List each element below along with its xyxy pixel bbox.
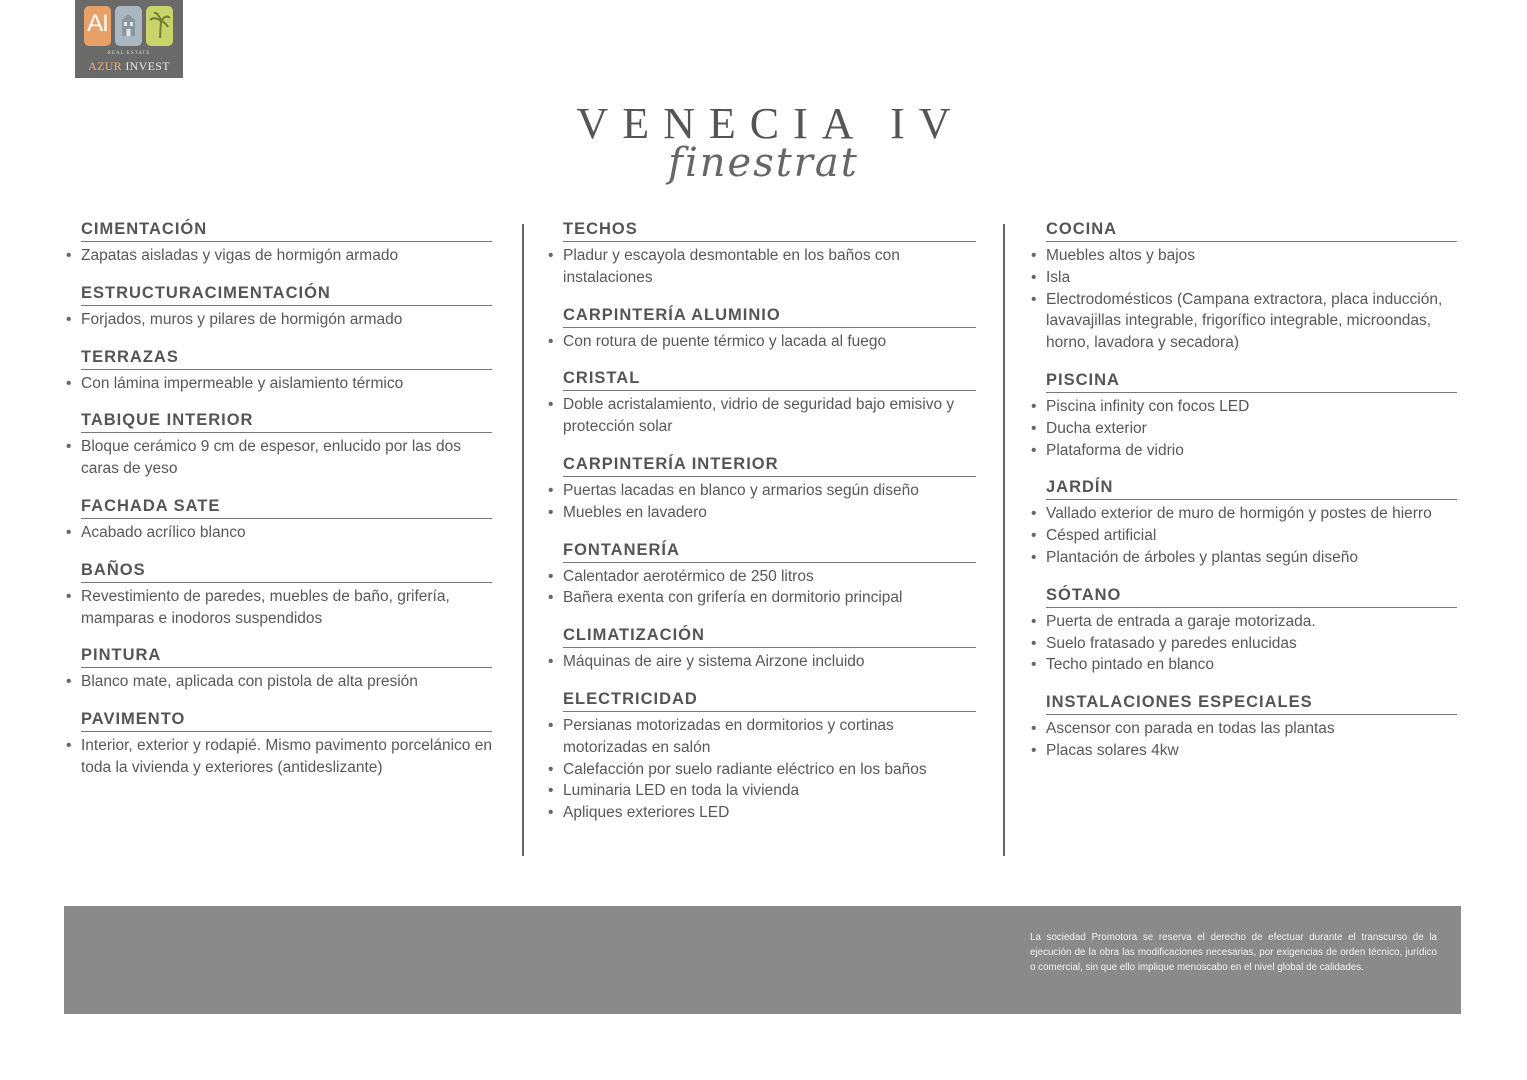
- section-item-list: [66, 309, 492, 331]
- building-icon: [115, 6, 142, 46]
- section-heading: JARDÍN: [1046, 476, 1457, 500]
- section-heading: ESTRUCTURACIMENTACIÓN: [81, 282, 492, 306]
- section-item-list: [66, 373, 492, 395]
- logo-brand-azur: AZUR: [88, 59, 123, 73]
- list-item: • Electrodomésticos (Campana extractora, placa inducción, lavavajillas integrable, frigorífico integrable, microondas, horno, lavadora y secadora): [1031, 289, 1457, 354]
- footer-bar: [64, 906, 1461, 1014]
- section-heading: FACHADA SATE: [81, 495, 492, 519]
- section-heading: FONTANERÍA: [563, 539, 976, 563]
- spec-section: [66, 644, 492, 693]
- list-item: • Bloque cerámico 9 cm de espesor, enlucido por las dos caras de yeso: [66, 436, 492, 480]
- page-subtitle: finestrat: [668, 140, 859, 186]
- logo-tagline: REAL ESTATE: [107, 51, 151, 56]
- list-item: • Con lámina impermeable y aislamiento térmico: [66, 373, 492, 395]
- spec-section: [548, 367, 976, 438]
- specs-column-1: [66, 218, 492, 794]
- section-item-list: [1031, 245, 1457, 354]
- list-item: • Acabado acrílico blanco: [66, 522, 492, 544]
- spec-section: [1031, 218, 1457, 354]
- list-item: • Calentador aerotérmico de 250 litros: [548, 566, 976, 588]
- logo-tiles: [84, 6, 174, 46]
- spec-section: [66, 708, 492, 779]
- section-item-list: [548, 651, 976, 673]
- spec-section: [66, 495, 492, 544]
- section-item-list: [548, 566, 976, 610]
- section-heading: PAVIMENTO: [81, 708, 492, 732]
- list-item: • Plataforma de vidrio: [1031, 440, 1457, 462]
- section-item-list: [548, 480, 976, 524]
- spec-section: [66, 409, 492, 480]
- section-item-list: [548, 331, 976, 353]
- list-item: • Doble acristalamiento, vidrio de seguridad bajo emisivo y protección solar: [548, 394, 976, 438]
- section-heading: ELECTRICIDAD: [563, 688, 976, 712]
- section-item-list: [66, 245, 492, 267]
- section-item-list: [66, 735, 492, 779]
- list-item: • Puerta de entrada a garaje motorizada.: [1031, 611, 1457, 633]
- spec-section: [548, 539, 976, 610]
- logo-brand-invest: INVEST: [125, 59, 170, 73]
- logo-brand: [75, 59, 183, 74]
- specs-column-3: [1031, 218, 1457, 777]
- section-item-list: [548, 715, 976, 824]
- section-heading: COCINA: [1046, 218, 1457, 242]
- spec-section: [548, 624, 976, 673]
- spec-section: [548, 688, 976, 824]
- spec-section: [548, 453, 976, 524]
- list-item: • Vallado exterior de muro de hormigón y postes de hierro: [1031, 503, 1457, 525]
- section-item-list: [66, 522, 492, 544]
- list-item: • Ascensor con parada en todas las plantas: [1031, 718, 1457, 740]
- section-heading: INSTALACIONES ESPECIALES: [1046, 691, 1457, 715]
- list-item: • Puertas lacadas en blanco y armarios según diseño: [548, 480, 976, 502]
- disclaimer-text: La sociedad Promotora se reserva el derecho de efectuar durante el transcurso de la ejecución de la obra las modificaciones necesarias, por exigencias de orden técnico, jurídico o comercial, sin que ello implique menoscabo en el nivel global de calidades.: [1030, 932, 1437, 973]
- list-item: • Bañera exenta con grifería en dormitorio principal: [548, 587, 976, 609]
- list-item: • Suelo fratasado y paredes enlucidas: [1031, 633, 1457, 655]
- list-item: • Muebles altos y bajos: [1031, 245, 1457, 267]
- spec-section: [548, 304, 976, 353]
- list-item: • Blanco mate, aplicada con pistola de alta presión: [66, 671, 492, 693]
- list-item: • Máquinas de aire y sistema Airzone incluido: [548, 651, 976, 673]
- section-heading: CARPINTERÍA INTERIOR: [563, 453, 976, 477]
- list-item: • Calefacción por suelo radiante eléctrico en los baños: [548, 759, 976, 781]
- list-item: • Revestimiento de paredes, muebles de baño, grifería, mamparas e inodoros suspendidos: [66, 586, 492, 630]
- spec-section: [1031, 691, 1457, 762]
- list-item: • Piscina infinity con focos LED: [1031, 396, 1457, 418]
- section-heading: PISCINA: [1046, 369, 1457, 393]
- list-item: • Césped artificial: [1031, 525, 1457, 547]
- section-item-list: [548, 245, 976, 289]
- section-item-list: [66, 436, 492, 480]
- logo-orange-tile: [84, 6, 111, 46]
- section-heading: TERRAZAS: [81, 346, 492, 370]
- section-item-list: [1031, 718, 1457, 762]
- section-item-list: [548, 394, 976, 438]
- list-item: • Muebles en lavadero: [548, 502, 976, 524]
- list-item: • Ducha exterior: [1031, 418, 1457, 440]
- list-item: • Placas solares 4kw: [1031, 740, 1457, 762]
- section-item-list: [66, 671, 492, 693]
- page-title: VENECIA IV: [576, 99, 965, 148]
- section-heading: CLIMATIZACIÓN: [563, 624, 976, 648]
- spec-section: [1031, 369, 1457, 461]
- list-item: • Plantación de árboles y plantas según diseño: [1031, 547, 1457, 569]
- section-heading: CRISTAL: [563, 367, 976, 391]
- list-item: • Techo pintado en blanco: [1031, 654, 1457, 676]
- list-item: • Interior, exterior y rodapié. Mismo pavimento porcelánico en toda la vivienda y exteriores (antideslizante): [66, 735, 492, 779]
- spec-section: [1031, 476, 1457, 568]
- column-divider-2: [1003, 224, 1005, 856]
- section-heading: BAÑOS: [81, 559, 492, 583]
- section-heading: TABIQUE INTERIOR: [81, 409, 492, 433]
- section-item-list: [66, 586, 492, 630]
- section-heading: CARPINTERÍA ALUMINIO: [563, 304, 976, 328]
- list-item: • Con rotura de puente térmico y lacada al fuego: [548, 331, 976, 353]
- palm-tree-icon: [146, 6, 173, 46]
- section-heading: CIMENTACIÓN: [81, 218, 492, 242]
- logo-initials: AI: [87, 10, 108, 37]
- list-item: • Zapatas aisladas y vigas de hormigón armado: [66, 245, 492, 267]
- specs-column-2: [548, 218, 976, 839]
- list-item: • Isla: [1031, 267, 1457, 289]
- list-item: • Pladur y escayola desmontable en los baños con instalaciones: [548, 245, 976, 289]
- company-logo: [75, 0, 183, 78]
- spec-section: [66, 218, 492, 267]
- list-item: • Persianas motorizadas en dormitorios y cortinas motorizadas en salón: [548, 715, 976, 759]
- section-item-list: [1031, 503, 1457, 568]
- spec-section: [548, 218, 976, 289]
- section-item-list: [1031, 396, 1457, 461]
- list-item: • Forjados, muros y pilares de hormigón armado: [66, 309, 492, 331]
- spec-section: [66, 559, 492, 630]
- section-heading: PINTURA: [81, 644, 492, 668]
- spec-section: [66, 282, 492, 331]
- spec-section: [66, 346, 492, 395]
- spec-section: [1031, 584, 1457, 676]
- section-heading: SÓTANO: [1046, 584, 1457, 608]
- column-divider-1: [522, 224, 524, 856]
- list-item: • Apliques exteriores LED: [548, 802, 976, 824]
- section-item-list: [1031, 611, 1457, 676]
- list-item: • Luminaria LED en toda la vivienda: [548, 780, 976, 802]
- section-heading: TECHOS: [563, 218, 976, 242]
